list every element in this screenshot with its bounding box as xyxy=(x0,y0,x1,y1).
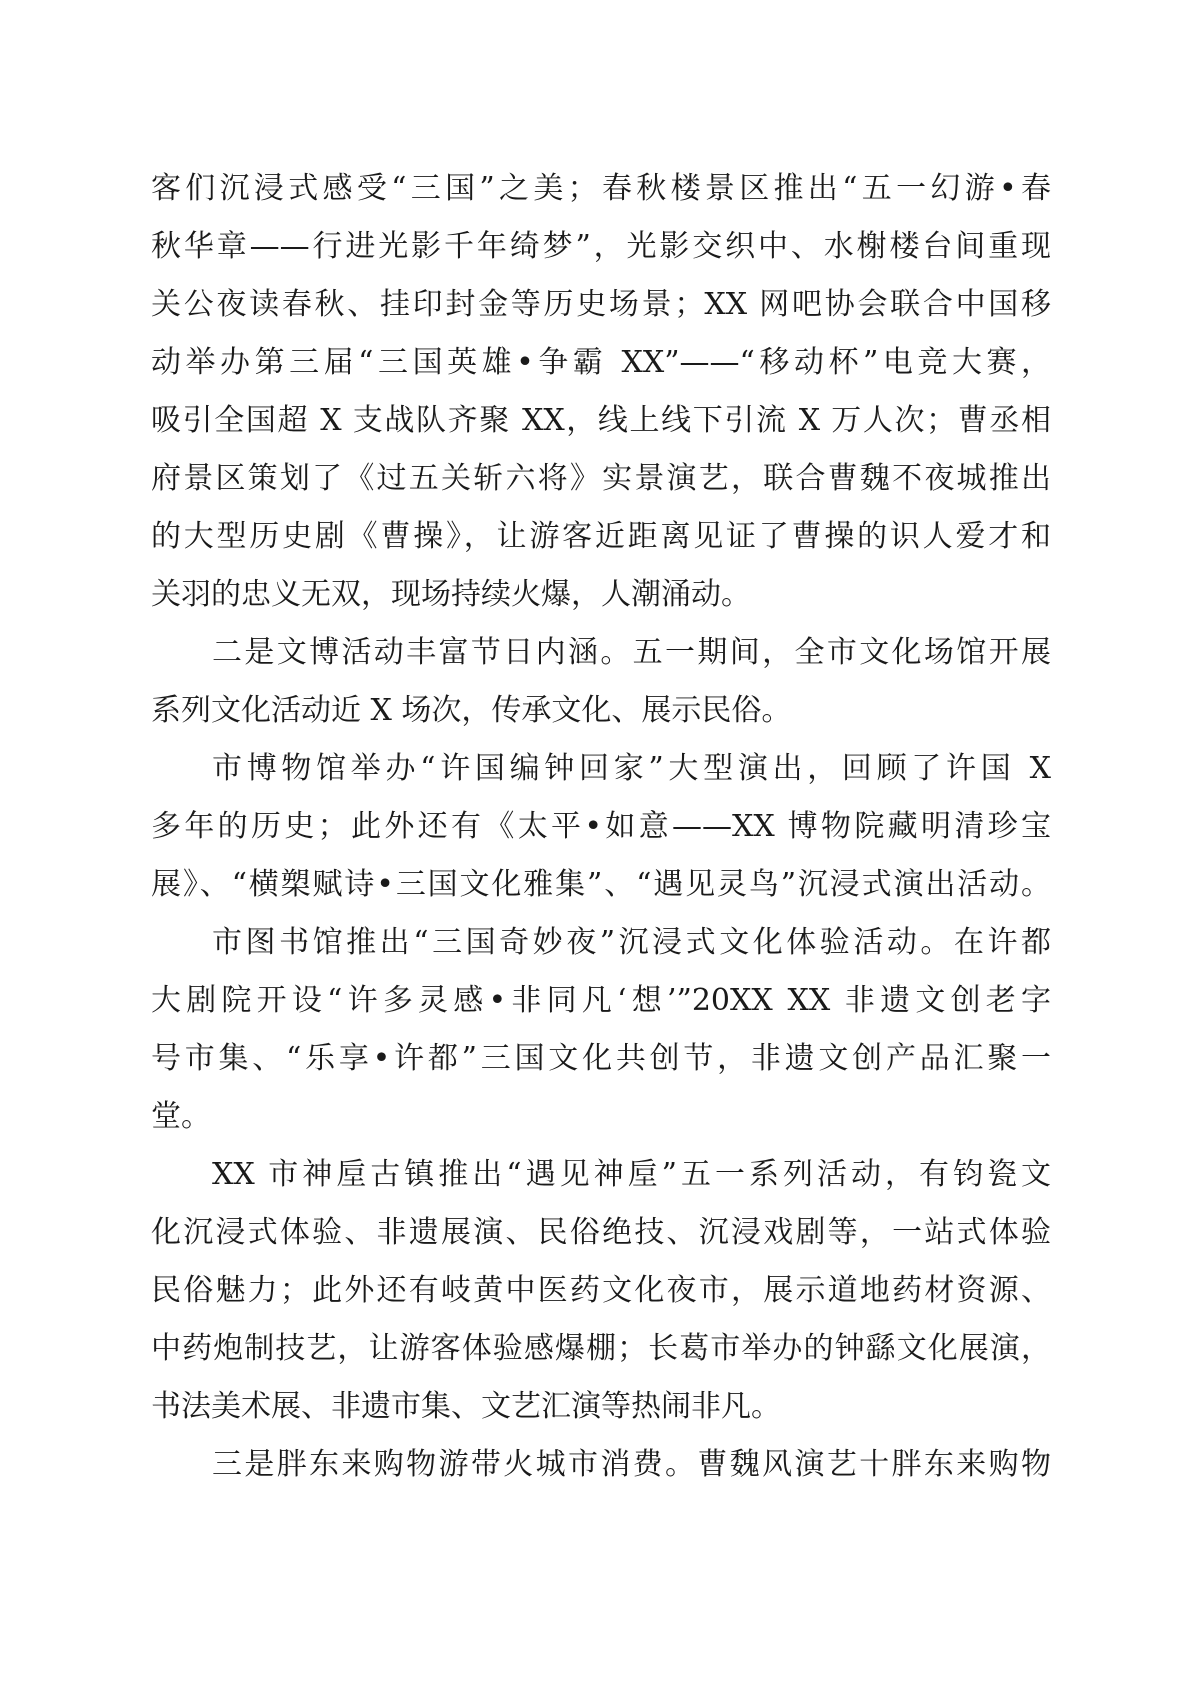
text-line: 秋华章——行进光影千年绮梦”，光影交织中、水榭楼台间重现 xyxy=(151,229,1051,264)
text-line: 吸引全国超 X 支战队齐聚 XX，线上线下引流 X 万人次；曹丞相 xyxy=(151,403,1051,438)
text-line: 展》、“横槊赋诗•三国文化雅集”、“遇见灵鸟”沉浸式演出活动。 xyxy=(151,867,1051,902)
text-line: 二是文博活动丰富节日内涵。五一期间，全市文化场馆开展 xyxy=(212,635,1051,670)
text-line: 中药炮制技艺，让游客体验感爆棚；长葛市举办的钟繇文化展演， xyxy=(151,1331,1051,1366)
text-line: 多年的历史；此外还有《太平•如意——XX 博物院藏明清珍宝 xyxy=(151,809,1051,844)
text-line: 化沉浸式体验、非遗展演、民俗绝技、沉浸戏剧等，一站式体验 xyxy=(151,1215,1051,1250)
text-line: 市博物馆举办“许国编钟回家”大型演出，回顾了许国 X xyxy=(212,751,1051,786)
text-line: 号市集、“乐享•许都”三国文化共创节，非遗文创产品汇聚一 xyxy=(151,1041,1051,1076)
text-line: 的大型历史剧《曹操》，让游客近距离见证了曹操的识人爱才和 xyxy=(151,519,1051,554)
text-line: 系列文化活动近 X 场次，传承文化、展示民俗。 xyxy=(151,693,792,728)
text-line: 关公夜读春秋、挂印封金等历史场景；XX 网吧协会联合中国移 xyxy=(151,287,1051,322)
text-line: 府景区策划了《过五关斩六将》实景演艺，联合曹魏不夜城推出 xyxy=(151,461,1051,496)
text-line: 客们沉浸式感受“三国”之美；春秋楼景区推出“五一幻游•春 xyxy=(151,171,1051,206)
text-line: XX 市神垕古镇推出“遇见神垕”五一系列活动，有钧瓷文 xyxy=(212,1157,1051,1192)
text-line: 三是胖东来购物游带火城市消费。曹魏风演艺十胖东来购物 xyxy=(212,1447,1051,1482)
text-line: 堂。 xyxy=(151,1099,211,1134)
text-line: 大剧院开设“许多灵感•非同凡‘想’”20XX XX 非遗文创老字 xyxy=(151,983,1051,1018)
text-line: 动举办第三届“三国英雄•争霸 XX”——“移动杯”电竞大赛， xyxy=(151,345,1051,380)
text-line: 民俗魅力；此外还有岐黄中医药文化夜市，展示道地药材资源、 xyxy=(151,1273,1051,1308)
text-line: 市图书馆推出“三国奇妙夜”沉浸式文化体验活动。在许都 xyxy=(212,925,1051,960)
text-line: 关羽的忠义无双，现场持续火爆，人潮涌动。 xyxy=(151,577,751,612)
text-line: 书法美术展、非遗市集、文艺汇演等热闹非凡。 xyxy=(151,1389,781,1424)
